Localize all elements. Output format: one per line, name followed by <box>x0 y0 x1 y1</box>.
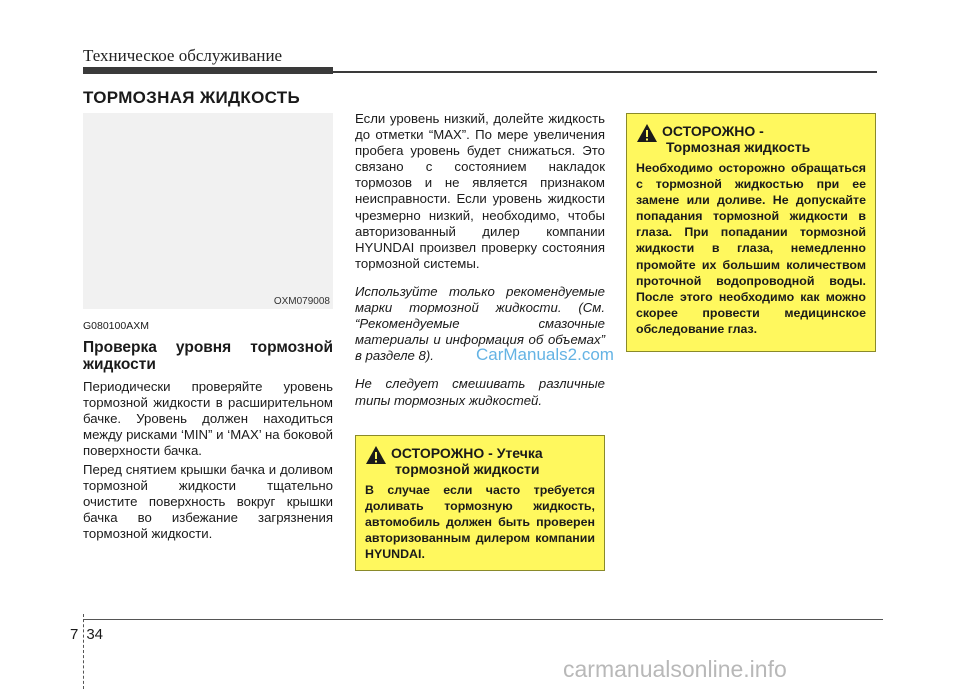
site-watermark: carmanualsonline.info <box>563 656 787 682</box>
reference-code: G080100AXM <box>83 320 149 332</box>
footer-rule <box>83 619 883 620</box>
subheading: Проверка уровня тормозной жидкости <box>83 339 333 374</box>
header-rule <box>333 71 877 73</box>
warning-heading <box>365 445 595 477</box>
page-num: 34 <box>86 626 104 643</box>
warning-title-cont: тормозной жидкости <box>395 461 540 477</box>
warning-triangle-icon <box>365 445 387 465</box>
paragraph: Перед снятием крышки бачка и доливом тормозной жидкости тщательно очистите поверхность вокруг крышки бачка во избежание загрязнения тормозной жидкости. <box>83 461 333 541</box>
page-number <box>70 626 103 643</box>
paragraph-italic: Не следует смешивать различные типы тормозных жидкостей. <box>355 376 605 408</box>
warning-body: В случае если часто требуется доливать тормозную жидкость, автомобиль должен быть проверен авторизованным дилером компании HYUNDAI. <box>365 483 595 562</box>
figure-code: OXM079008 <box>273 296 330 307</box>
warning-body: Необходимо осторожно обращаться с тормозной жидкостью при ее замене или доливе. Не допускайте попадания тормозной жидкости в глаза. При попадании тормозной жидкости в глаза, немедленно промойте их большим количеством проточной водопроводной воды. После этого необходимо как можно скорее провести медицинское обследование глаз. <box>636 161 866 336</box>
warning-box-leak <box>355 435 605 571</box>
header-title: Техническое обслуживание <box>83 46 283 65</box>
warning-heading <box>636 123 866 155</box>
paragraph: Если уровень низкий, долейте жидкость до отметки “MAX”. По мере увеличения пробега уровень будет снижаться. Это связано с состоянием накладок тормозов и не является признаком неисправности. Если уровень жидкости чрезмерно низкий, необходимо, чтобы авторизованный дилер компании HYUNDAI произвел проверку состояния тормозной системы. <box>355 111 605 271</box>
paragraph: Периодически проверяйте уровень тормозной жидкости в расширительном бачке. Уровень должен находиться между рисками ‘MIN” и ‘MAX’ на боковой поверхности бачка. <box>83 379 333 459</box>
warning-box-fluid <box>626 113 876 352</box>
warning-triangle-icon <box>636 123 658 143</box>
header-bar <box>83 67 333 74</box>
warning-title: ОСТОРОЖНО - <box>662 123 764 139</box>
left-column <box>83 318 333 542</box>
brake-reservoir-figure <box>83 113 333 309</box>
warning-title: ОСТОРОЖНО - Утечка <box>391 445 543 461</box>
chapter-number: 7 <box>70 626 79 643</box>
watermark-logo: CarManuals2.com <box>476 345 614 364</box>
section-title: ТОРМОЗНАЯ ЖИДКОСТЬ <box>83 88 300 107</box>
warning-title-cont: Тормозная жидкость <box>666 139 811 155</box>
paragraph-italic: Используйте только рекомендуемые марки тормозной жидкости. (См. “Рекомендуемые смазочные материалы и информация об объемах” в разделе 8). <box>355 283 605 364</box>
